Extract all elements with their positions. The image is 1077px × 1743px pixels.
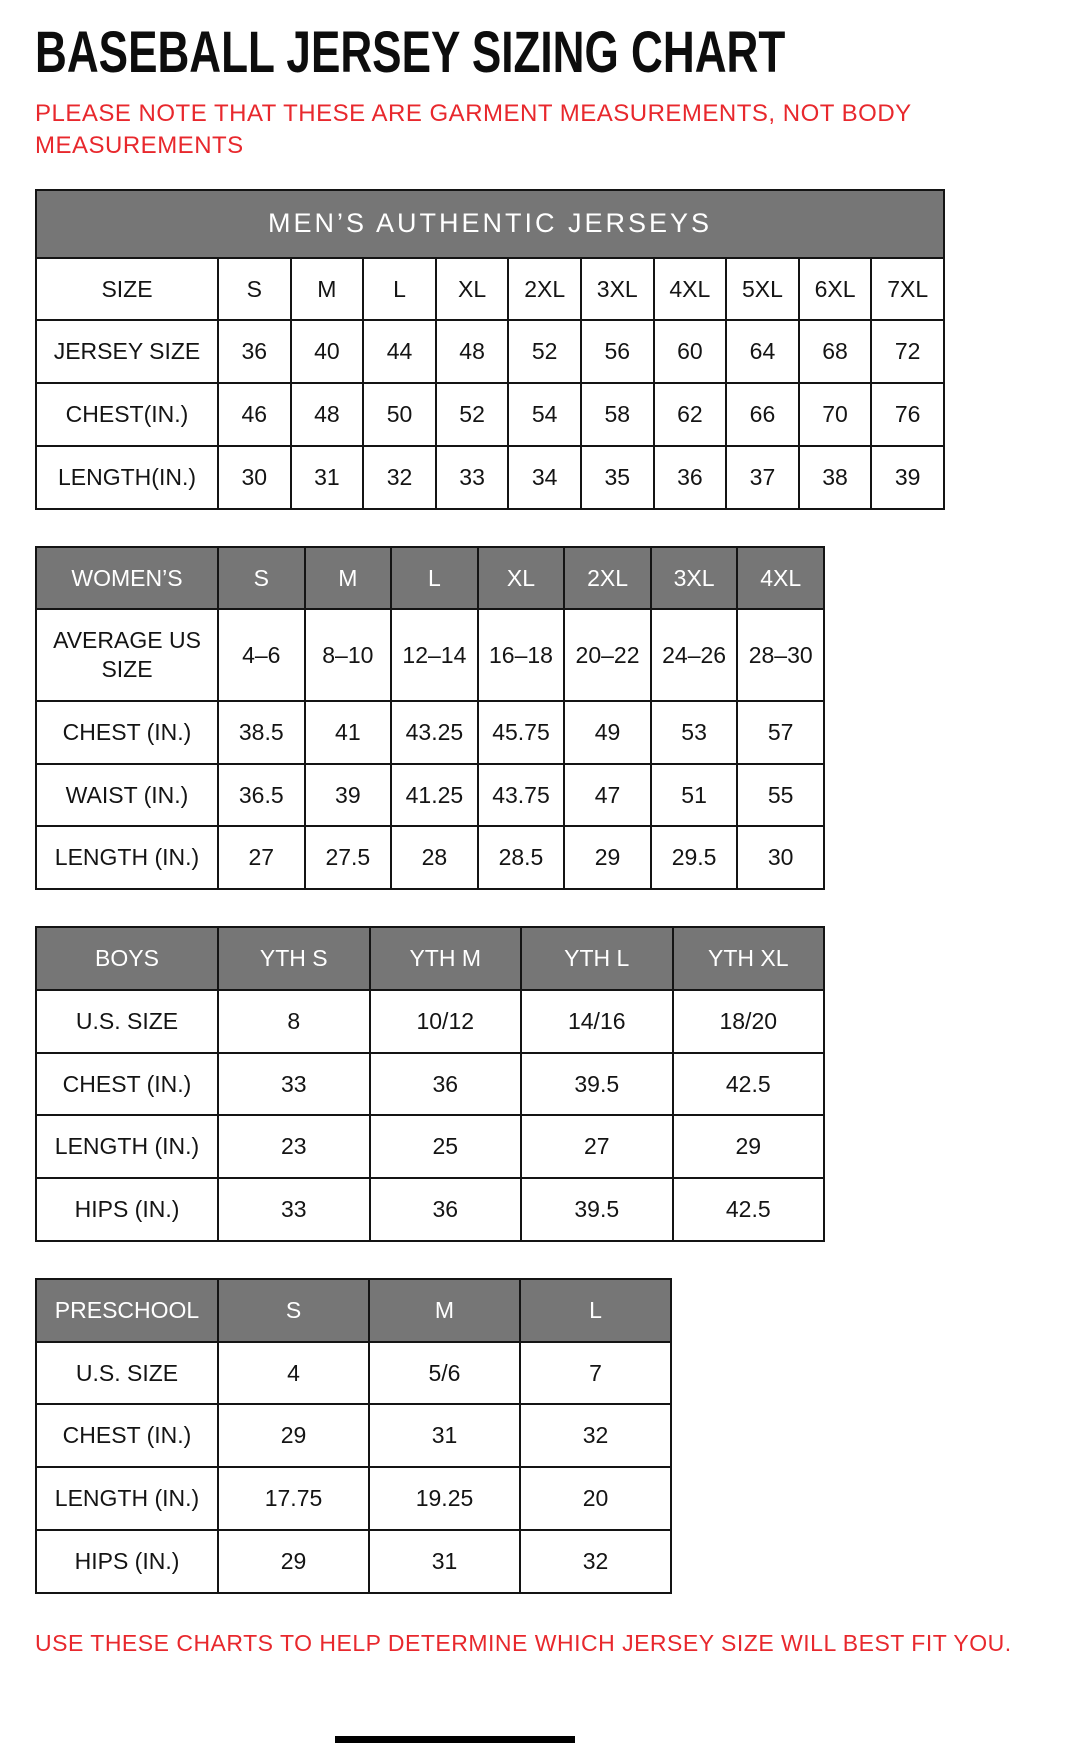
boys-sizing-table <box>35 926 825 1242</box>
boys-column-header: YTH L <box>521 927 673 990</box>
womens-header-label: WOMEN’S <box>36 547 218 610</box>
bottom-crop-bar <box>335 1736 575 1743</box>
preschool-table-row <box>36 1530 671 1593</box>
mens-sizing-table <box>35 189 945 510</box>
preschool-column-header: L <box>520 1279 671 1342</box>
womens-cell: 47 <box>564 764 651 827</box>
womens-cell: 27.5 <box>305 826 392 889</box>
mens-header-label: SIZE <box>36 258 218 321</box>
womens-table-row <box>36 701 824 764</box>
boys-table-row <box>36 990 824 1053</box>
boys-cell: 42.5 <box>673 1178 825 1241</box>
mens-column-header: S <box>218 258 291 321</box>
measurement-note: PLEASE NOTE THAT THESE ARE GARMENT MEASUREMENTS, NOT BODY MEASUREMENTS <box>35 100 912 160</box>
womens-column-header: 3XL <box>651 547 738 610</box>
womens-cell: 20–22 <box>564 609 651 701</box>
mens-cell: 60 <box>654 320 727 383</box>
mens-cell: 32 <box>363 446 436 509</box>
womens-cell: 45.75 <box>478 701 565 764</box>
mens-row-label: CHEST(IN.) <box>36 383 218 446</box>
womens-table-row <box>36 826 824 889</box>
boys-cell: 39.5 <box>521 1053 673 1116</box>
womens-cell: 53 <box>651 701 738 764</box>
preschool-table-row <box>36 1467 671 1530</box>
mens-cell: 54 <box>508 383 581 446</box>
womens-cell: 38.5 <box>218 701 305 764</box>
mens-column-header: 3XL <box>581 258 654 321</box>
preschool-row-label: LENGTH (IN.) <box>36 1467 218 1530</box>
preschool-cell: 32 <box>520 1404 671 1467</box>
womens-cell: 24–26 <box>651 609 738 701</box>
mens-table-title: MEN’S AUTHENTIC JERSEYS <box>36 190 944 258</box>
boys-cell: 42.5 <box>673 1053 825 1116</box>
mens-cell: 31 <box>291 446 364 509</box>
preschool-column-header: M <box>369 1279 520 1342</box>
boys-table-row <box>36 1178 824 1241</box>
womens-cell: 43.25 <box>391 701 478 764</box>
mens-cell: 33 <box>436 446 509 509</box>
mens-cell: 39 <box>871 446 944 509</box>
mens-table-row <box>36 383 944 446</box>
womens-cell: 30 <box>737 826 824 889</box>
preschool-cell: 29 <box>218 1530 369 1593</box>
preschool-cell: 17.75 <box>218 1467 369 1530</box>
boys-cell: 36 <box>370 1053 522 1116</box>
mens-cell: 38 <box>799 446 872 509</box>
boys-row-label: HIPS (IN.) <box>36 1178 218 1241</box>
boys-cell: 39.5 <box>521 1178 673 1241</box>
womens-cell: 57 <box>737 701 824 764</box>
boys-cell: 36 <box>370 1178 522 1241</box>
mens-table-row <box>36 446 944 509</box>
boys-column-header: YTH XL <box>673 927 825 990</box>
boys-cell: 25 <box>370 1115 522 1178</box>
womens-cell: 55 <box>737 764 824 827</box>
womens-row-label: AVERAGE US SIZE <box>36 609 218 701</box>
boys-row-label: LENGTH (IN.) <box>36 1115 218 1178</box>
page-title-wrap <box>35 20 1042 88</box>
mens-cell: 44 <box>363 320 436 383</box>
womens-cell: 43.75 <box>478 764 565 827</box>
boys-cell: 14/16 <box>521 990 673 1053</box>
preschool-row-label: U.S. SIZE <box>36 1342 218 1405</box>
boys-table-row <box>36 1053 824 1116</box>
preschool-column-header: S <box>218 1279 369 1342</box>
womens-cell: 28–30 <box>737 609 824 701</box>
preschool-cell: 19.25 <box>369 1467 520 1530</box>
womens-column-header: XL <box>478 547 565 610</box>
womens-cell: 39 <box>305 764 392 827</box>
mens-column-header: 5XL <box>726 258 799 321</box>
boys-column-header: YTH M <box>370 927 522 990</box>
mens-cell: 66 <box>726 383 799 446</box>
womens-cell: 41.25 <box>391 764 478 827</box>
womens-cell: 27 <box>218 826 305 889</box>
womens-column-header: M <box>305 547 392 610</box>
boys-cell: 29 <box>673 1115 825 1178</box>
womens-column-header: 2XL <box>564 547 651 610</box>
womens-table-row <box>36 764 824 827</box>
mens-cell: 52 <box>436 383 509 446</box>
mens-cell: 56 <box>581 320 654 383</box>
boys-cell: 27 <box>521 1115 673 1178</box>
womens-sizing-table <box>35 546 825 891</box>
boys-cell: 8 <box>218 990 370 1053</box>
boys-cell: 33 <box>218 1178 370 1241</box>
mens-column-header: M <box>291 258 364 321</box>
mens-cell: 36 <box>218 320 291 383</box>
boys-column-header: YTH S <box>218 927 370 990</box>
tables-container <box>35 189 1042 1594</box>
mens-row-label: LENGTH(IN.) <box>36 446 218 509</box>
womens-column-header: 4XL <box>737 547 824 610</box>
mens-column-header: 6XL <box>799 258 872 321</box>
mens-cell: 37 <box>726 446 799 509</box>
preschool-cell: 5/6 <box>369 1342 520 1405</box>
mens-cell: 36 <box>654 446 727 509</box>
preschool-cell: 32 <box>520 1530 671 1593</box>
boys-cell: 10/12 <box>370 990 522 1053</box>
mens-cell: 48 <box>291 383 364 446</box>
mens-cell: 62 <box>654 383 727 446</box>
womens-cell: 4–6 <box>218 609 305 701</box>
preschool-cell: 31 <box>369 1404 520 1467</box>
mens-cell: 52 <box>508 320 581 383</box>
womens-cell: 29.5 <box>651 826 738 889</box>
mens-cell: 50 <box>363 383 436 446</box>
preschool-table-row <box>36 1404 671 1467</box>
mens-cell: 35 <box>581 446 654 509</box>
mens-column-header: 4XL <box>654 258 727 321</box>
womens-row-label: LENGTH (IN.) <box>36 826 218 889</box>
mens-cell: 76 <box>871 383 944 446</box>
boys-row-label: U.S. SIZE <box>36 990 218 1053</box>
preschool-table-row <box>36 1342 671 1405</box>
womens-column-header: L <box>391 547 478 610</box>
mens-column-header: XL <box>436 258 509 321</box>
mens-cell: 48 <box>436 320 509 383</box>
mens-cell: 64 <box>726 320 799 383</box>
mens-row-label: JERSEY SIZE <box>36 320 218 383</box>
boys-table-row <box>36 1115 824 1178</box>
womens-row-label: CHEST (IN.) <box>36 701 218 764</box>
womens-cell: 16–18 <box>478 609 565 701</box>
womens-cell: 28 <box>391 826 478 889</box>
womens-cell: 12–14 <box>391 609 478 701</box>
womens-row-label: WAIST (IN.) <box>36 764 218 827</box>
womens-cell: 29 <box>564 826 651 889</box>
preschool-row-label: CHEST (IN.) <box>36 1404 218 1467</box>
mens-column-header: L <box>363 258 436 321</box>
mens-cell: 40 <box>291 320 364 383</box>
mens-cell: 58 <box>581 383 654 446</box>
preschool-sizing-table <box>35 1278 672 1594</box>
mens-table-row <box>36 320 944 383</box>
mens-cell: 70 <box>799 383 872 446</box>
page-title: BASEBALL JERSEY SIZING CHART <box>35 20 786 85</box>
footer-note: USE THESE CHARTS TO HELP DETERMINE WHICH JERSEY SIZE WILL BEST FIT YOU. <box>35 1629 1012 1656</box>
womens-table-row <box>36 609 824 701</box>
mens-column-header: 2XL <box>508 258 581 321</box>
boys-header-label: BOYS <box>36 927 218 990</box>
womens-cell: 51 <box>651 764 738 827</box>
mens-cell: 46 <box>218 383 291 446</box>
womens-cell: 28.5 <box>478 826 565 889</box>
preschool-cell: 31 <box>369 1530 520 1593</box>
womens-cell: 8–10 <box>305 609 392 701</box>
womens-cell: 49 <box>564 701 651 764</box>
boys-cell: 18/20 <box>673 990 825 1053</box>
womens-cell: 41 <box>305 701 392 764</box>
boys-cell: 33 <box>218 1053 370 1116</box>
mens-cell: 68 <box>799 320 872 383</box>
preschool-cell: 7 <box>520 1342 671 1405</box>
mens-cell: 72 <box>871 320 944 383</box>
womens-cell: 36.5 <box>218 764 305 827</box>
preschool-cell: 20 <box>520 1467 671 1530</box>
mens-cell: 30 <box>218 446 291 509</box>
mens-column-header: 7XL <box>871 258 944 321</box>
boys-row-label: CHEST (IN.) <box>36 1053 218 1116</box>
preschool-row-label: HIPS (IN.) <box>36 1530 218 1593</box>
mens-cell: 34 <box>508 446 581 509</box>
womens-column-header: S <box>218 547 305 610</box>
preschool-header-label: PRESCHOOL <box>36 1279 218 1342</box>
preschool-cell: 29 <box>218 1404 369 1467</box>
preschool-cell: 4 <box>218 1342 369 1405</box>
boys-cell: 23 <box>218 1115 370 1178</box>
